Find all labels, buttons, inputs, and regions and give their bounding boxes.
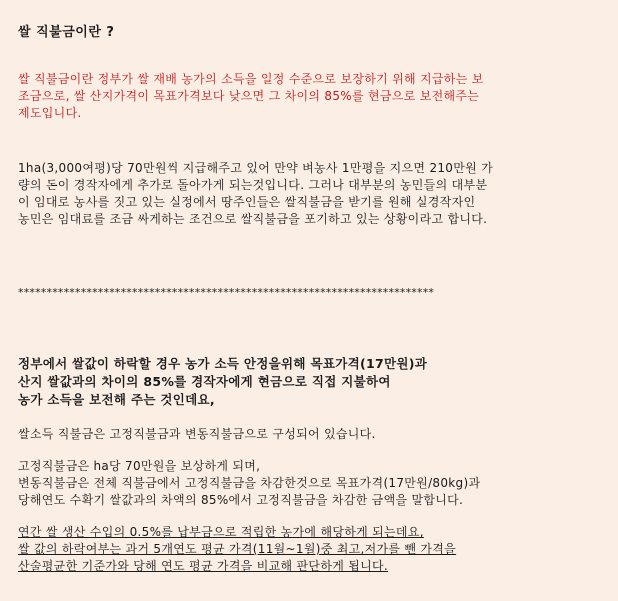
detail-line: 당해연도 수확기 쌀값과의 차액의 85%에서 고정직불금을 차감한 금액을 말합니다. — [18, 493, 464, 507]
detail-line: 변동직불금은 전체 직불금에서 고정직불금을 차감한것으로 목표가격(17만원/80kg)과 — [18, 476, 481, 490]
definition-line: 제도입니다. — [18, 106, 82, 120]
composition-paragraph — [18, 426, 608, 443]
definition-line: 쌀 직불금이란 정부가 쌀 재배 농가의 소득을 일정 수준으로 보장하기 위해 지급하는 보 — [18, 72, 484, 86]
separator: ************************************************************************* — [18, 286, 435, 299]
definition-paragraph — [18, 71, 608, 122]
underlined-paragraph — [18, 524, 608, 575]
info-line: 농민은 임대료를 조금 싸게하는 조건으로 쌀직불금을 포기하고 있는 상황이라고 합니다. — [18, 212, 488, 226]
underlined-line: 쌀 값의 하락여부는 과거 5개연도 평균 가격(11월~1월)중 최고,저가를 뺀 가격을 — [18, 542, 457, 556]
definition-line: 조금으로, 쌀 산지가격이 목표가격보다 낮으면 그 차이의 85%를 현금으로 보전해주는 — [18, 89, 480, 103]
info-paragraph — [18, 160, 608, 228]
underlined-line: 연간 쌀 생산 수입의 0.5%를 납부금으로 적립한 농가에 해당하게 되는데요, — [18, 525, 424, 539]
page-title: 쌀 직불금이란 ? — [18, 25, 115, 40]
info-line: 이 임대로 농사를 짓고 있는 실정에서 땅주인들은 쌀직불금을 받기를 원해 실경작자인 — [18, 195, 476, 209]
detail-line: 고정직불금은 ha당 70만원을 보상하게 되며, — [18, 459, 261, 473]
underlined-line: 산술평균한 기준가와 당해 연도 평균 가격을 비교해 판단하게 됩니다. — [18, 559, 389, 573]
summary-line: 농가 소득을 보전해 주는 것인데요, — [18, 392, 215, 407]
summary-paragraph — [18, 355, 608, 409]
detail-paragraph — [18, 458, 608, 509]
summary-line: 산지 쌀값과의 차이의 85%를 경작자에게 현금으로 직접 지불하여 — [18, 374, 391, 389]
info-line: 1ha(3,000여평)당 70만원씩 지급해주고 있어 만약 벼농사 1만평을 지으면 210만원 가 — [18, 161, 494, 175]
summary-line: 정부에서 쌀값이 하락할 경우 농가 소득 안정을위해 목표가격(17만원)과 — [18, 356, 428, 371]
composition-line: 쌀소득 직불금은 고정직불금과 변동직불금으로 구성되어 있습니다. — [18, 427, 376, 441]
info-line: 량의 돈이 경작자에게 추가로 돌아가게 되는것입니다. 그러나 대부분의 농민들의 대부분 — [18, 178, 488, 192]
